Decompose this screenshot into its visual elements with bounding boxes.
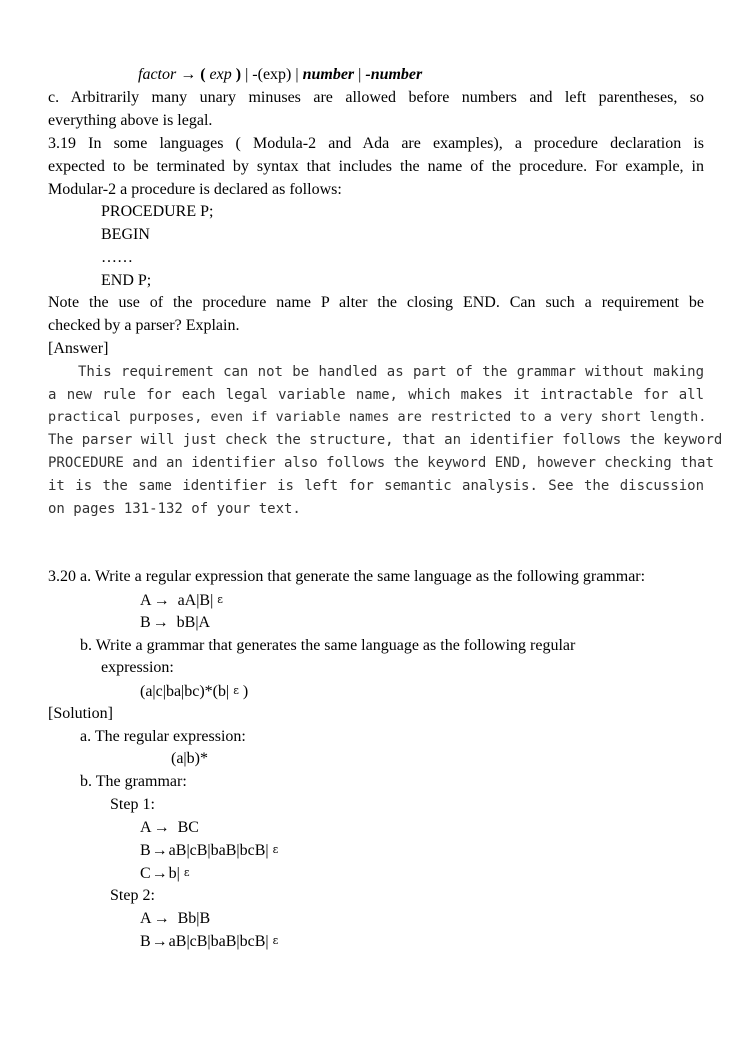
- right-paren: ): [231, 66, 242, 83]
- answer-heading: [Answer]: [48, 340, 109, 357]
- number-token: number: [302, 66, 355, 83]
- answer-line-4: The parser will just check the structure, that an identifier follows the keyword: [48, 432, 723, 448]
- factor-production: [138, 64, 422, 86]
- regex-close: ): [238, 683, 249, 700]
- step1-rule-a: [140, 817, 199, 839]
- note-line-1: Note the use of the procedure name P alter the closing END. Can such a requirement be: [48, 294, 704, 311]
- epsilon-symbol: ε: [217, 593, 223, 606]
- step-2-label: Step 2:: [110, 887, 155, 904]
- rule-rhs: aB|cB|baB|bcB|: [168, 933, 273, 950]
- rule-lhs: B: [140, 614, 151, 631]
- epsilon-symbol: ε: [183, 866, 190, 879]
- rule-rhs: Bb|B: [177, 910, 211, 927]
- answer-line-3: practical purposes, even if variable names are restricted to a very short length.: [48, 409, 707, 425]
- step2-rule-b: [140, 930, 278, 953]
- rule-lhs: B: [140, 933, 151, 950]
- question-319-line-2: expected to be terminated by syntax that includes the name of the procedure. For example, in: [48, 158, 704, 175]
- solution-heading: [Solution]: [48, 705, 113, 722]
- answer-line-7: on pages 131-132 of your text.: [48, 501, 301, 517]
- solution-a-answer: (a|b)*: [171, 750, 208, 767]
- epsilon-symbol: ε: [233, 684, 239, 697]
- neg-exp-alternative: | -(exp) |: [241, 66, 303, 83]
- solution-b-label: b. The grammar:: [80, 773, 187, 790]
- note-line-2: checked by a parser? Explain.: [48, 317, 240, 334]
- question-320b-line-2: expression:: [101, 659, 174, 676]
- question-320b-line-1: b. Write a grammar that generates the same language as the following regular: [80, 637, 576, 654]
- factor-nonterminal: factor: [138, 66, 177, 83]
- rule-lhs: C: [140, 865, 151, 882]
- rule-rhs: BC: [177, 819, 199, 836]
- code-end: END P;: [101, 272, 152, 289]
- rule-rhs: aA|B|: [177, 592, 218, 609]
- rule-lhs: A: [140, 910, 152, 927]
- rule-lhs: B: [140, 842, 151, 859]
- neg-number-token: -number: [365, 66, 423, 83]
- answer-line-2: a new rule for each legal variable name, which makes it intractable for all: [48, 387, 704, 403]
- arrow-icon: →: [153, 819, 170, 836]
- step1-rule-c: [140, 862, 190, 885]
- answer-line-6: it is the same identifier is left for semantic analysis. See the discussion: [48, 478, 704, 494]
- arrow-icon: →: [153, 910, 170, 927]
- arrow-icon: →: [153, 592, 170, 609]
- arrow-icon: →: [151, 865, 168, 882]
- production-arrow: →: [176, 66, 201, 83]
- part-c-line-1: c. Arbitrarily many unary minuses are allowed before numbers and left parentheses, so: [48, 89, 704, 106]
- rule-rhs: aB|cB|baB|bcB|: [168, 842, 273, 859]
- code-procedure: PROCEDURE P;: [101, 203, 214, 220]
- grammar-rule-b: [140, 612, 210, 634]
- step-1-label: Step 1:: [110, 796, 155, 813]
- rule-rhs: bB|A: [176, 614, 211, 631]
- grammar-rule-a: [140, 589, 223, 612]
- answer-line-1: This requirement can not be handled as part of the grammar without making: [78, 364, 704, 380]
- code-begin: BEGIN: [101, 226, 150, 243]
- part-c-line-2: everything above is legal.: [48, 112, 213, 129]
- arrow-icon: →: [152, 614, 169, 631]
- exp-nonterminal: exp: [209, 66, 232, 83]
- rule-lhs: A: [140, 819, 152, 836]
- question-319-line-1: 3.19 In some languages ( Modula-2 and Ada are examples), a procedure declaration is: [48, 135, 704, 152]
- step2-rule-a: [140, 908, 210, 930]
- rule-rhs: b|: [168, 865, 184, 882]
- question-319-line-3: Modular-2 a procedure is declared as follows:: [48, 181, 342, 198]
- question-320a: 3.20 a. Write a regular expression that generate the same language as the following grammar:: [48, 568, 646, 585]
- regex-text: (a|c|ba|bc)*(b|: [140, 683, 234, 700]
- arrow-icon: →: [151, 842, 168, 859]
- step1-rule-b: [140, 839, 278, 862]
- code-ellipsis: ……: [101, 249, 133, 266]
- alt-separator: |: [354, 66, 366, 83]
- arrow-icon: →: [151, 933, 168, 950]
- left-paren: (: [200, 66, 210, 83]
- regex-expression: [140, 680, 248, 703]
- epsilon-symbol: ε: [272, 843, 279, 856]
- solution-a-label: a. The regular expression:: [80, 728, 246, 745]
- answer-line-5: PROCEDURE and an identifier also follows the keyword END, however checking that: [48, 455, 714, 471]
- rule-lhs: A: [140, 592, 152, 609]
- epsilon-symbol: ε: [272, 934, 279, 947]
